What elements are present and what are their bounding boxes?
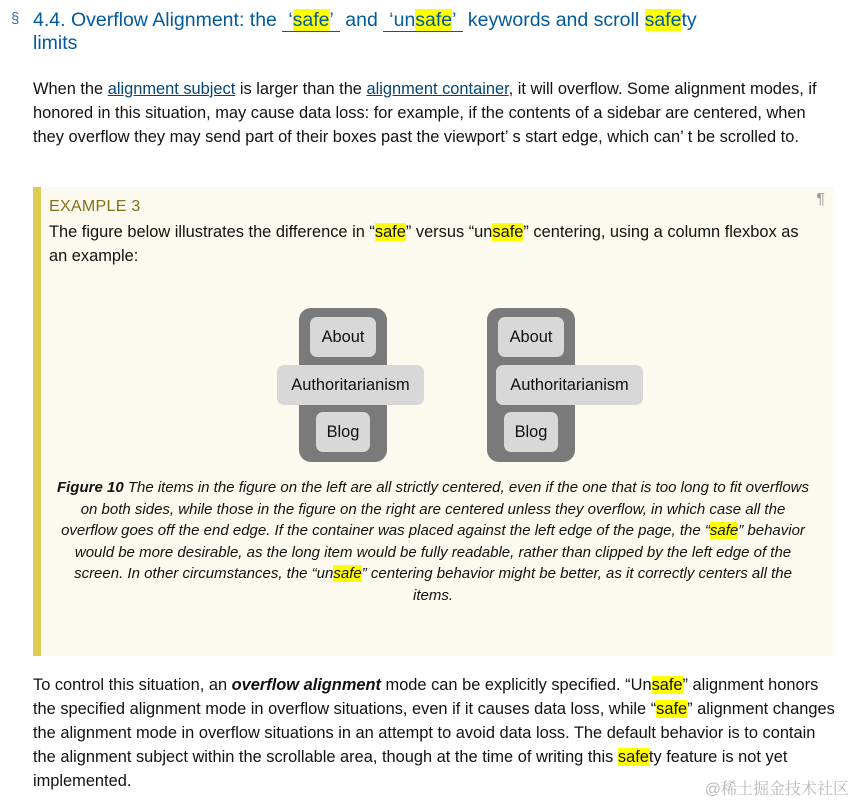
heading-text: keywords and scroll bbox=[467, 9, 640, 31]
keyword-unsafe[interactable]: ‘unsafe’ bbox=[383, 9, 462, 32]
item-blog: Blog bbox=[504, 412, 558, 452]
heading-text: limits bbox=[33, 32, 78, 54]
heading-text: ty bbox=[681, 9, 697, 31]
pilcrow-link[interactable]: ¶ bbox=[816, 191, 825, 208]
item-about: About bbox=[498, 317, 564, 357]
closing-paragraph: To control this situation, an overflow alignment mode can be explicitly specified. “Unsafe” alignment honors the specified alignment mode in overflow situations, even if it causes data loss, while “safe” alignment changes the alignment mode in overflow situations in an attempt to avoid data loss. The default behavior is to contain the alignment subject within the scrollable area, though at the time of writing this safety feature is not yet implemented. bbox=[33, 676, 835, 790]
flexbox-safe-centered bbox=[291, 308, 410, 462]
alignment-subject-link[interactable]: alignment subject bbox=[107, 80, 236, 98]
example-text: The figure below illustrates the difference in “safe” versus “unsafe” centering, using a column flexbox as an example: bbox=[49, 223, 799, 265]
example-title: EXAMPLE 3 bbox=[49, 198, 141, 215]
item-about: About bbox=[310, 317, 376, 357]
intro-paragraph: When the alignment subject is larger than the alignment container, it will overflow. Some alignment modes, if honored in this situation, may cause data loss: for example, if the contents of a sidebar are centered, when they overflow they may send part of their boxes past the viewport’ s start edge, which can’ t be scrolled to. bbox=[33, 80, 817, 146]
section-number: 4.4. bbox=[33, 9, 66, 31]
alignment-container-link[interactable]: alignment container bbox=[366, 80, 509, 98]
highlight: safe bbox=[644, 9, 682, 31]
item-blog: Blog bbox=[316, 412, 370, 452]
item-authoritarianism: Authoritarianism bbox=[277, 365, 424, 405]
heading-text: and bbox=[345, 9, 378, 31]
figure-label: Figure 10 bbox=[56, 479, 124, 496]
section-heading bbox=[33, 9, 833, 55]
figure-caption: Figure 10 The items in the figure on the left are all strictly centered, even if the one that is too long to fit overflows on both sides, while those in the figure on the right are centered unless they overflow, in which case all the overflow goes off the end edge. If the container was placed against the left edge of the page, the “safe” behavior would be more desirable, as the long item would be fully readable, rather than clipped by the left edge of the screen. In other circumstances, the “unsafe” centering behavior might be better, as it correctly centers all the items. bbox=[56, 479, 810, 604]
section-anchor-link[interactable]: § bbox=[11, 10, 20, 27]
item-authoritarianism: Authoritarianism bbox=[496, 365, 643, 405]
flexbox-unsafe-centered bbox=[487, 308, 629, 462]
keyword-safe[interactable]: ‘safe’ bbox=[282, 9, 340, 32]
watermark: @稀土掘金技术社区 bbox=[704, 781, 849, 798]
example-box bbox=[33, 187, 833, 656]
overflow-alignment-term: overflow alignment bbox=[231, 676, 381, 694]
heading-text: Overflow Alignment: the bbox=[70, 9, 277, 31]
